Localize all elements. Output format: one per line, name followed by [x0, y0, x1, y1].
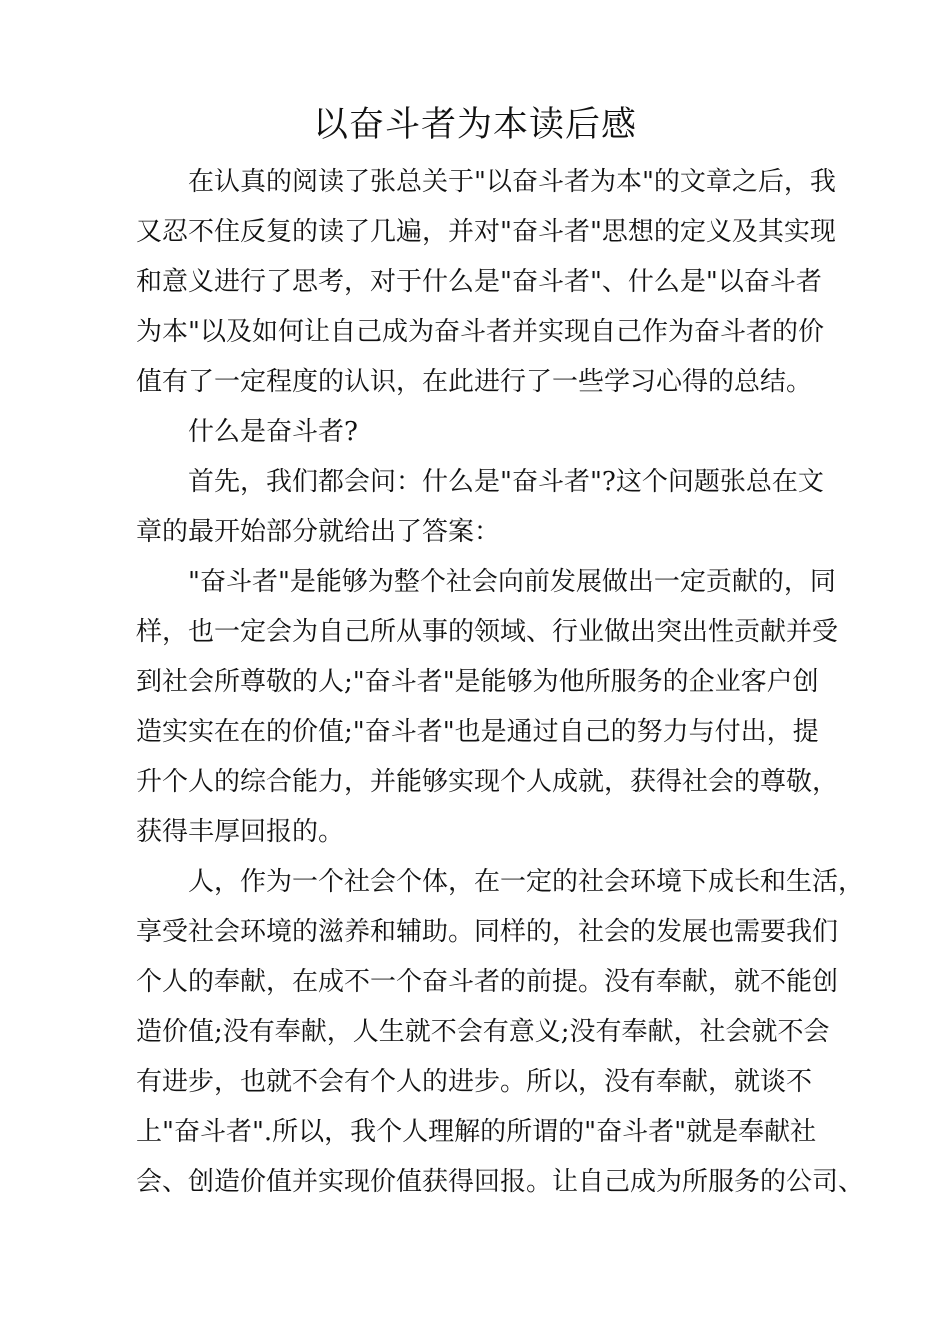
paragraph-3-line-2: 样，也一定会为自己所从事的领域、行业做出突出性贡献并受 [136, 617, 839, 647]
paragraph-1-line-3: 和意义进行了思考，对于什么是"奋斗者"、什么是"以奋斗者 [136, 267, 822, 297]
paragraph-4-line-6: 上"奋斗者".所以，我个人理解的所谓的"奋斗者"就是奉献社 [136, 1117, 817, 1147]
paragraph-2-line-2: 章的最开始部分就给出了答案： [136, 517, 501, 547]
paragraph-3-line-1: "奋斗者"是能够为整个社会向前发展做出一定贡献的，同 [188, 567, 836, 597]
paragraph-4-line-7: 会、创造价值并实现价值获得回报。让自己成为所服务的公司、 [136, 1167, 865, 1197]
paragraph-2-line-1: 首先，我们都会问：什么是"奋斗者"?这个问题张总在文 [188, 467, 824, 497]
paragraph-4-line-3: 个人的奉献，在成不一个奋斗者的前提。没有奉献，就不能创 [136, 967, 839, 997]
paragraph-3-line-6: 获得丰厚回报的。 [136, 817, 345, 847]
paragraph-4-line-5: 有进步，也就不会有个人的进步。所以，没有奉献，就谈不 [136, 1067, 813, 1097]
paragraph-1-line-4: 为本"以及如何让自己成为奋斗者并实现自己作为奋斗者的价 [136, 317, 824, 347]
paragraph-1-line-5: 值有了一定程度的认识，在此进行了一些学习心得的总结。 [136, 367, 813, 397]
section-heading: 什么是奋斗者? [188, 417, 358, 447]
paragraph-3-line-4: 造实实在在的价值;"奋斗者"也是通过自己的努力与付出，提 [136, 717, 819, 747]
paragraph-3-line-5: 升个人的综合能力，并能够实现个人成就，获得社会的尊敬， [136, 767, 839, 797]
paragraph-4-line-4: 造价值;没有奉献，人生就不会有意义;没有奉献，社会就不会 [136, 1017, 830, 1047]
paragraph-1-line-1: 在认真的阅读了张总关于"以奋斗者为本"的文章之后，我 [188, 167, 836, 197]
paragraph-3-line-3: 到社会所尊敬的人;"奋斗者"是能够为他所服务的企业客户创 [136, 667, 819, 697]
paragraph-4-line-1: 人，作为一个社会个体，在一定的社会环境下成长和生活， [188, 867, 865, 897]
document-title: 以奋斗者为本读后感 [312, 105, 637, 145]
paragraph-1-line-2: 又忍不住反复的读了几遍，并对"奋斗者"思想的定义及其实现 [136, 217, 836, 247]
paragraph-4-line-2: 享受社会环境的滋养和辅助。同样的，社会的发展也需要我们 [136, 917, 839, 947]
